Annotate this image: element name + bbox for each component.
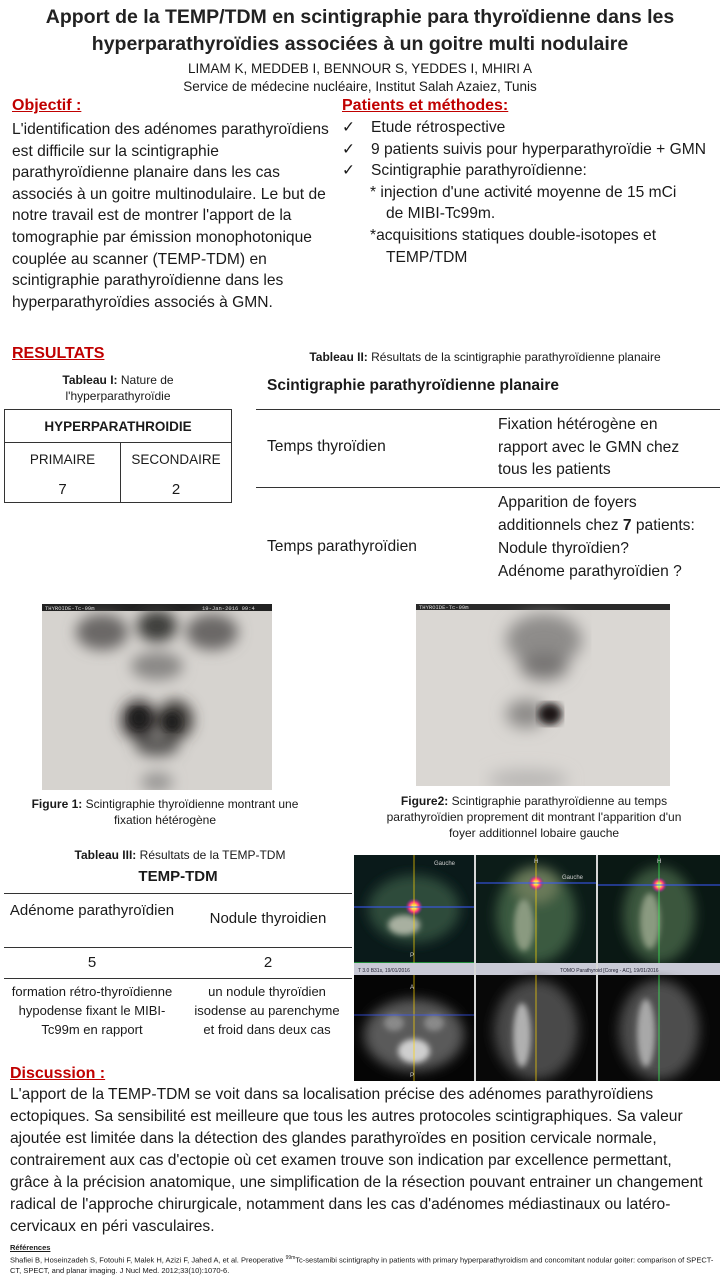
table2-caption-text: Résultats de la scintigraphie parathyroïdienne planaire <box>367 350 661 364</box>
table3-rule <box>4 978 352 979</box>
spect-bar-right: TOMO Parathyroid [Coreg - AC], 19/01/2016 <box>560 968 659 974</box>
spect-label-h: H <box>534 859 539 865</box>
figure2-caption-line2: parathyroïdien proprement dit montrant l'apparition d'un <box>386 810 682 824</box>
references-entry <box>10 1253 716 1276</box>
spect-ct-panel <box>354 855 720 1081</box>
check-icon: ✓ <box>342 162 356 180</box>
table1 <box>4 409 232 503</box>
table1-caption-text: Nature de <box>117 373 174 387</box>
methods-item <box>342 139 718 161</box>
methods-item <box>342 160 718 182</box>
table3-rule <box>4 893 352 894</box>
table1-col-primaire: PRIMAIRE <box>5 443 121 477</box>
figure1-caption-label: Figure 1: <box>31 797 83 811</box>
figure2-caption-text: Scintigraphie parathyroïdienne au temps <box>448 794 668 808</box>
methods-item-text: 9 patients suivis pour hyperparathyroïdie + GMN <box>371 140 706 158</box>
figure1-scintigraphy-image <box>42 604 272 790</box>
figure1-header-left: THYROIDE-Tc-99m <box>45 605 95 612</box>
methods-sub-2b: TEMP/TDM <box>386 248 468 266</box>
table3-header: TEMP-TDM <box>138 868 218 885</box>
table2-row2-count: 7 <box>622 517 632 534</box>
table2 <box>256 366 720 606</box>
methods-list <box>342 117 718 268</box>
table2-row1-label: Temps thyroïdien <box>267 438 386 455</box>
affiliation: Service de médecine nucléaire, Institut Salah Azaiez, Tunis <box>183 79 537 94</box>
figure2-caption-label: Figure2: <box>400 794 449 808</box>
methods-sub-2a: *acquisitions statiques double-isotopes et <box>370 226 657 244</box>
reference-text-b: Tc-sestamibi scintigraphy in patients with primary hyperparathyroidism and concomitant nodular goiter: comparison of SPECT-CT, SPECT, and planar imaging. J Nucl Med. 2012;33(10):1070-6. <box>10 1255 714 1275</box>
figure1-caption-text: Scintigraphie thyroïdienne montrant une <box>82 797 299 811</box>
table1-value-primaire: 7 <box>5 477 121 503</box>
table3-value-nodule: 2 <box>263 954 273 971</box>
figure1-header-right: 19-Jan-2016 09:4 <box>202 605 255 612</box>
spect-label-a: A <box>410 985 415 991</box>
table3-col-adenome: Adénome parathyroïdien <box>9 902 175 919</box>
methods-sub-1b: de MIBI-Tc99m. <box>386 205 496 223</box>
table2-caption <box>250 349 720 365</box>
objectif-text: L'identification des adénomes parathyroïdiens est difficile sur la scintigraphie parathyroïdienne planaire dans les cas associés à un goitre multinodulaire. Le but de notre travail est de montrer l'apport de la tomographie par émission monophotonique couplée au scanner (TEMP-TDM) en scintigraphie parathyroïdienne dans les hyperparathyroïdies associés à GMN. <box>12 121 329 311</box>
spect-label-p: P <box>410 953 415 959</box>
spect-label-p: P <box>410 1073 415 1079</box>
reference-superscript: 99m <box>285 1255 296 1261</box>
spect-bar-left: T 3.0 B31s, 19/01/2016 <box>358 968 410 974</box>
table1-col-secondaire: SECONDAIRE <box>121 443 232 477</box>
reference-text-a: Shafiei B, Hoseinzadeh S, Fotouhi F, Malek H, Azizi F, Jahed A, et al. Preoperative <box>10 1255 286 1265</box>
methods-item-text: Scintigraphie parathyroïdienne: <box>371 162 587 180</box>
authors: LIMAM K, MEDDEB I, BENNOUR S, YEDDES I, MHIRI A <box>187 61 533 76</box>
table2-row2-line3: Adénome parathyroïdien ? <box>498 563 682 580</box>
table3-caption-text: Résultats de la TEMP-TDM <box>136 848 286 862</box>
figure2-scintigraphy-image <box>416 604 670 786</box>
spect-label-h: H <box>657 859 662 865</box>
poster-title-line-2: hyperparathyroïdies associées à un goitre multi nodulaire <box>91 33 629 55</box>
table3-caption-label: Tableau III: <box>74 848 137 862</box>
table3-desc-nodule: un nodule thyroïdien isodense au parenchyme et froid dans deux cas <box>194 984 340 1037</box>
methods-sub-1a: * injection d'une activité moyenne de 15 mCi <box>370 183 677 201</box>
figure2-header-left: THYROIDE-Tc-99m <box>419 604 469 611</box>
table3-col-nodule: Nodule thyroidien <box>209 910 327 927</box>
table2-row2-line2: Nodule thyroïdien? <box>498 540 629 557</box>
table1-caption <box>4 372 232 404</box>
resultats-heading: RESULTATS <box>12 345 105 362</box>
table2-caption-label: Tableau II: <box>309 350 368 364</box>
table3-rule <box>4 947 352 948</box>
figure2-caption-line3: foyer additionnel lobaire gauche <box>448 826 620 840</box>
poster-title <box>0 4 720 58</box>
figure1-scan <box>42 604 272 790</box>
table1-caption-line2: l'hyperparathyroïdie <box>65 389 171 403</box>
authors-block <box>0 60 720 96</box>
table2-row2-text-a: Apparition de foyers additionnels chez <box>498 494 637 534</box>
references-heading: Références <box>10 1243 51 1252</box>
table3-value-adenome: 5 <box>87 954 97 971</box>
spect-label-gauche: Gauche <box>434 861 456 867</box>
table3-desc-adenome: formation rétro-thyroïdienne hypodense fixant le MIBI-Tc99m en rapport <box>11 984 173 1037</box>
table1-caption-label: Tableau I: <box>62 373 118 387</box>
figure1-caption <box>20 796 310 828</box>
poster-title-line-1: Apport de la TEMP/TDM en scintigraphie para thyroïdienne dans les <box>45 6 675 28</box>
table1-value-secondaire: 2 <box>121 477 232 503</box>
methods-heading: Patients et méthodes: <box>342 97 509 114</box>
check-icon: ✓ <box>342 119 356 136</box>
discussion-heading: Discussion : <box>10 1065 106 1082</box>
spect-ct-image <box>354 855 720 1081</box>
table2-rule <box>256 487 720 488</box>
spect-label-gauche: Gauche <box>562 875 584 881</box>
table1-header: HYPERPARATHROIDIE <box>5 410 232 443</box>
table3-caption <box>20 847 340 863</box>
figure2-scan <box>416 604 670 786</box>
objectif-heading: Objectif : <box>12 97 82 114</box>
figure1-caption-line2: fixation hétérogène <box>113 813 217 827</box>
table2-row1-value: Fixation hétérogène en rapport avec le GMN chez tous les patients <box>498 416 680 478</box>
discussion-text: L'apport de la TEMP-TDM se voit dans sa localisation précise des adénomes parathyroïdiens ectopiques. Sa sensibilité est meilleure que tous les autres protocoles scintigraphiques. Sa valeur ajoutée est limitée dans la détection des glandes parathyroïdes en position cervicale normale, contrairement aux cas d'ectopie où cet examen trouve son indication par excellence permettant, grâce à la précision anatomique, une simplification de la résection pouvant entrainer un changement radical de l'approche chirurgicale, notamment dans les cas d'adénomes médiastinaux ou latéro-cervicaux en péri vasculaires. <box>10 1086 703 1235</box>
methods-item <box>342 117 718 139</box>
check-icon: ✓ <box>342 140 356 158</box>
table3 <box>4 862 352 1062</box>
table2-row2-value <box>498 491 720 583</box>
references <box>10 1243 716 1276</box>
figure2-caption <box>356 793 712 841</box>
methods-item-text: Etude rétrospective <box>371 119 506 136</box>
table2-row2-text-b: patients: <box>631 517 695 534</box>
table2-rule <box>256 409 720 410</box>
table2-row2-label: Temps parathyroïdien <box>267 538 417 555</box>
table2-header: Scintigraphie parathyroïdienne planaire <box>267 377 559 394</box>
